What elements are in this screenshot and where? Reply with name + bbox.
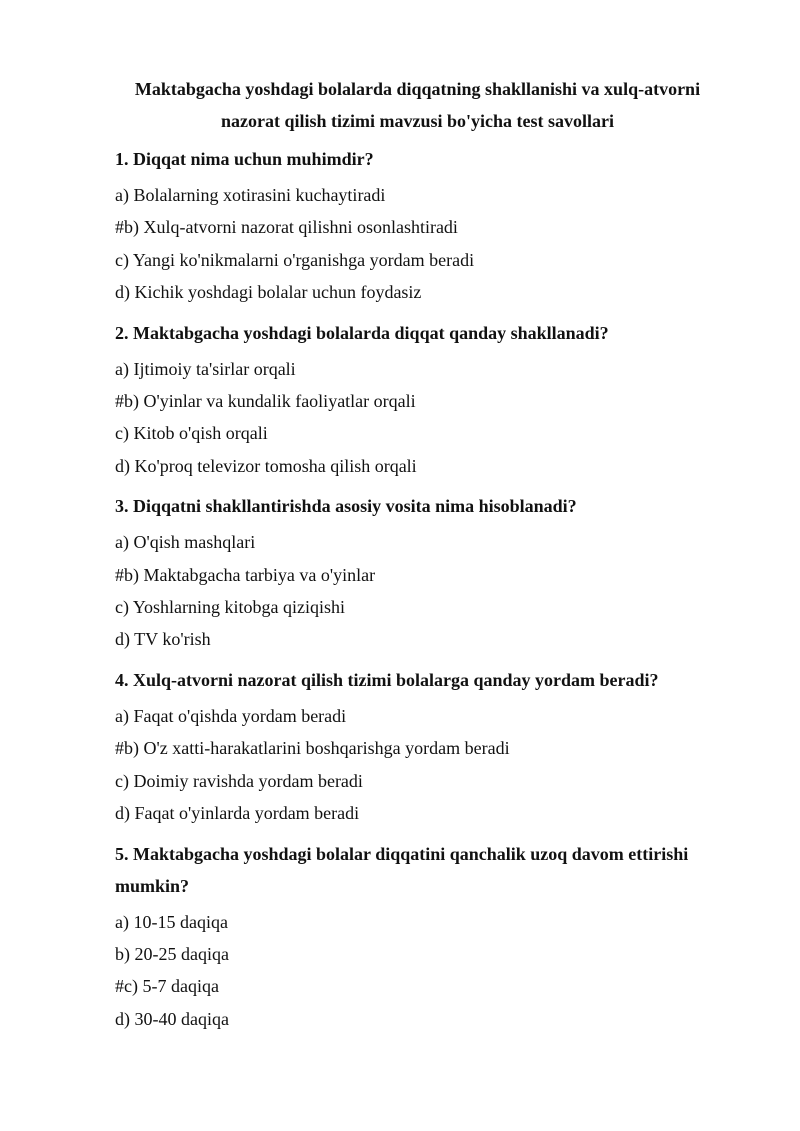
answer-option: d) Kichik yoshdagi bolalar uchun foydasiz xyxy=(115,282,422,303)
answer-list xyxy=(115,526,720,656)
answer-option: a) Bolalarning xotirasini kuchaytiradi xyxy=(115,185,386,205)
answer-option: a) Faqat o'qishda yordam beradi xyxy=(115,705,347,726)
answer-list xyxy=(115,179,720,309)
answer-option: c) Doimiy ravishda yordam beradi xyxy=(115,770,363,791)
question-text: 2. Maktabgacha yoshdagi bolalarda diqqat qanday shakllanadi? xyxy=(115,322,609,343)
question-block-1 xyxy=(115,143,720,309)
answer-option: d) TV ko'rish xyxy=(115,629,211,650)
title-line-1: Maktabgacha yoshdagi bolalarda diqqatning shakllanishi va xulq-atvorni xyxy=(134,79,701,99)
answer-option: c) Yangi ko'nikmalarni o'rganishga yordam beradi xyxy=(115,249,475,270)
answer-option: a) Ijtimoiy ta'sirlar orqali xyxy=(115,358,296,379)
answer-option: a) O'qish mashqlari xyxy=(115,532,256,553)
answer-list xyxy=(115,353,720,483)
answer-list xyxy=(115,700,720,830)
answer-option: #b) Maktabgacha tarbiya va o'yinlar xyxy=(115,564,376,585)
title-line-2: nazorat qilish tizimi mavzusi bo'yicha test savollari xyxy=(221,111,614,131)
answer-option: d) 30-40 daqiqa xyxy=(115,1008,229,1029)
question-block-5 xyxy=(115,838,720,1036)
answer-option: #c) 5-7 daqiqa xyxy=(115,976,219,997)
answer-option: d) Ko'proq televizor tomosha qilish orqali xyxy=(115,455,417,476)
answer-option: #b) O'z xatti-harakatlarini boshqarishga yordam beradi xyxy=(115,738,510,759)
document-title xyxy=(115,73,720,137)
answer-option: a) 10-15 daqiqa xyxy=(115,911,228,932)
answer-option: #b) O'yinlar va kundalik faoliyatlar orqali xyxy=(115,391,416,412)
answer-option: c) Kitob o'qish orqali xyxy=(115,423,268,444)
answer-list xyxy=(115,906,720,1036)
answer-option: b) 20-25 daqiqa xyxy=(115,943,229,964)
question-block-4 xyxy=(115,664,720,830)
question-text: 5. Maktabgacha yoshdagi bolalar diqqatini qanchalik uzoq davom ettirishi mumkin? xyxy=(115,843,689,896)
question-text: 1. Diqqat nima uchun muhimdir? xyxy=(115,149,374,169)
question-block-3 xyxy=(115,490,720,656)
question-text: 3. Diqqatni shakllantirishda asosiy vosita nima hisoblanadi? xyxy=(115,496,577,517)
answer-option: d) Faqat o'yinlarda yordam beradi xyxy=(115,803,360,824)
answer-option: #b) Xulq-atvorni nazorat qilishni osonlashtiradi xyxy=(115,217,458,238)
answer-option: c) Yoshlarning kitobga qiziqishi xyxy=(115,597,345,618)
question-block-2 xyxy=(115,317,720,483)
question-text: 4. Xulq-atvorni nazorat qilish tizimi bolalarga qanday yordam beradi? xyxy=(115,669,659,690)
